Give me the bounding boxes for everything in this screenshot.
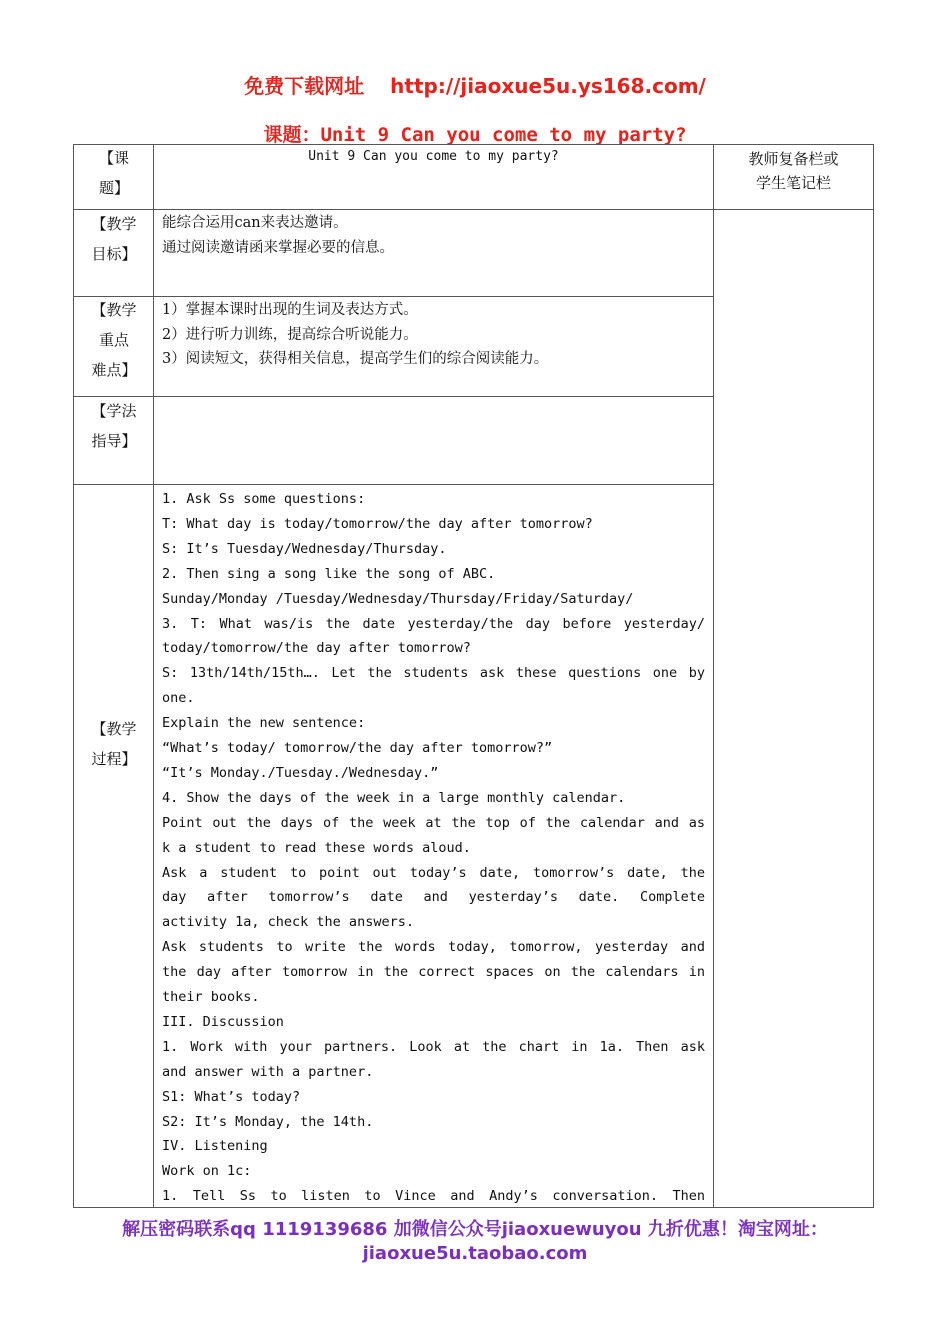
goal-line: 通过阅读邀请函来掌握必要的信息。 [162, 239, 394, 256]
process-line: 4. Show the days of the week in a large monthly calendar. [162, 789, 626, 806]
table-row-divider-topic [73, 209, 874, 210]
process-line: IV. Listening [162, 1138, 268, 1155]
teaching-goals-content [162, 211, 710, 260]
process-line: Point out the days of the week at the top of the calendar and as [162, 814, 705, 831]
process-line: S: It’s Tuesday/Wednesday/Thursday. [162, 540, 447, 557]
process-line: 2. Then sing a song like the song of ABC. [162, 565, 496, 582]
notes-column-header: 教师复备栏或 学生笔记栏 [748, 150, 839, 192]
teaching-process-label: 【教学 过程】 [91, 720, 137, 768]
process-line: S: 13th/14th/15th…. Let the students ask these questions one by [162, 665, 705, 682]
topic-label: 【课 题】 [98, 149, 129, 197]
lesson-title: Unit 9 Can you come to my party? [308, 149, 559, 164]
study-method-label: 【学法 指导】 [91, 402, 137, 450]
key-point-line: 3）阅读短文，获得相关信息，提高学生们的综合阅读能力。 [162, 351, 549, 367]
process-line: “It’s Monday./Tuesday./Wednesday.” [162, 764, 439, 781]
process-line: Explain the new sentence: [162, 715, 366, 732]
process-line: Sunday/Monday /Tuesday/Wednesday/Thursday/Friday/Saturday/ [162, 590, 634, 607]
free-download-label: 免费下载网址 [244, 74, 365, 98]
key-point-line: 2）进行听力训练，提高综合听说能力。 [162, 326, 418, 343]
process-line: S1: What’s today? [162, 1088, 301, 1105]
table-row-divider-goals [73, 296, 714, 297]
document-title: 课题：Unit 9 Can you come to my party? [263, 124, 687, 146]
process-line: III. Discussion [162, 1013, 284, 1030]
process-line: “What’s today/ tomorrow/the day after tomorrow?” [162, 740, 553, 757]
key-point-line: 1）掌握本课时出现的生词及表达方式。 [162, 302, 418, 318]
process-line: 1. Ask Ss some questions: [162, 491, 366, 507]
process-line: Work on 1c: [162, 1163, 252, 1180]
download-header [0, 70, 950, 99]
process-line: activity 1a, check the answers. [162, 914, 414, 931]
process-line: the day after tomorrow in the correct spaces on the calendars in [162, 964, 705, 981]
process-line: one. [162, 690, 195, 707]
process-line: k a student to read these words aloud. [162, 839, 471, 856]
teaching-goals-label: 【教学 目标】 [91, 215, 137, 263]
process-line: 3. T: What was/is the date yesterday/the day before yesterday/ [162, 615, 705, 632]
goal-line: 能综合运用can来表达邀请。 [162, 215, 348, 231]
table-row-divider-method [73, 484, 714, 485]
process-line: their books. [162, 989, 260, 1006]
footer-contact-line: 解压密码联系qq 1119139686 加微信公众号jiaoxuewuyou 九折优惠！淘宝网址： [122, 1219, 828, 1240]
process-line: 1. Work with your partners. Look at the chart in 1a. Then ask [162, 1038, 705, 1055]
table-row-divider-key-points [73, 396, 714, 397]
footer-promo [0, 1218, 950, 1266]
process-line: S2: It’s Monday, the 14th. [162, 1113, 374, 1130]
process-line: 1. Tell Ss to listen to Vince and Andy’s conversation. Then [162, 1188, 705, 1205]
download-url-link[interactable]: http://jiaoxue5u.ys168.com/ [390, 74, 706, 98]
process-line: and answer with a partner. [162, 1063, 374, 1080]
process-line: today/tomorrow/the day after tomorrow? [162, 640, 471, 657]
process-line: T: What day is today/tomorrow/the day after tomorrow? [162, 515, 593, 532]
key-points-label: 【教学 重点 难点】 [91, 301, 137, 379]
key-points-content [162, 298, 710, 372]
teaching-process-content [162, 487, 705, 1209]
table-divider-notes-column [713, 144, 714, 1208]
process-line: Ask a student to point out today’s date, tomorrow’s date, the [162, 864, 705, 881]
process-line: day after tomorrow’s date and yesterday’s date. Complete [162, 889, 705, 906]
footer-shop-link[interactable]: jiaoxue5u.taobao.com [362, 1243, 588, 1264]
process-line: Ask students to write the words today, tomorrow, yesterday and [162, 939, 705, 956]
